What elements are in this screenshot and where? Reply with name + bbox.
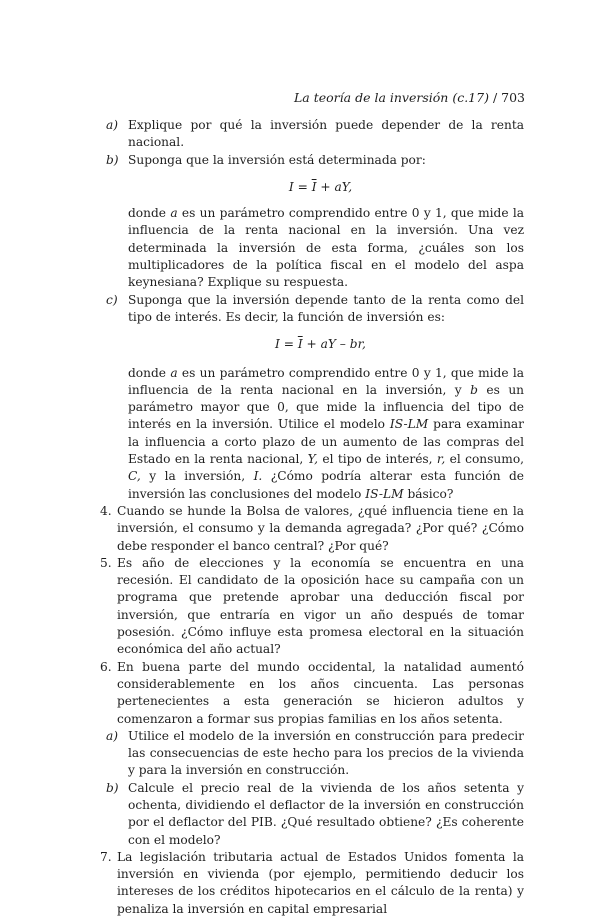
item-label: b) bbox=[106, 780, 119, 795]
exercise-item-a bbox=[106, 117, 524, 152]
question-4 bbox=[100, 503, 524, 555]
item-text: Explique por qué la inversión puede depender de la renta nacional. bbox=[128, 118, 524, 150]
exercise-item-c bbox=[106, 292, 524, 327]
page-number: 703 bbox=[501, 90, 525, 105]
question-number: 4. bbox=[100, 503, 112, 518]
item-label: a) bbox=[106, 118, 119, 132]
paragraph-b-explanation: donde a es un parámetro comprendido entre 0 y 1, que mide la influencia de la renta nacional en la inversión. Una vez determinada la inversión de esta forma, ¿cuáles son los multiplicadores de la política fiscal en el modelo del aspa keynesiana? Explique su respuesta. bbox=[128, 206, 525, 290]
item-text: Calcule el precio real de la vivienda de los años setenta y ochenta, dividiendo el deflactor de la inversión en construcción por el deflactor del PIB. ¿Qué resultado obtiene? ¿Es coherente con el modelo? bbox=[128, 780, 524, 847]
question-7 bbox=[100, 849, 524, 918]
question-number: 6. bbox=[100, 659, 112, 674]
item-label: c) bbox=[106, 292, 118, 307]
item-label: a) bbox=[106, 728, 119, 743]
question-text: En buena parte del mundo occidental, la natalidad aumentó considerablemente en los años cincuenta. Las personas pertenecientes a esta generación se hicieron adultos y comenzaron a formar sus propias familias en los años setenta. bbox=[117, 659, 524, 726]
question-number: 5. bbox=[100, 555, 112, 570]
item-label: b) bbox=[106, 152, 119, 167]
equation-investment-simple: $I = \overline{I}$ + aY, bbox=[288, 179, 353, 194]
header-separator: / bbox=[492, 90, 498, 105]
question-6-item-a bbox=[106, 728, 524, 780]
question-6-item-b bbox=[106, 780, 524, 849]
question-text: Es año de elecciones y la economía se encuentra en una recesión. El candidato de la oposición hace su campaña con un programa que pretende aprobar una deducción fiscal por inversión, que entraría en vigor un año después de tomar posesión. ¿Cómo influye esta promesa electoral en la situación económica del año actual? bbox=[117, 555, 524, 657]
item-text: Suponga que la inversión está determinada por: bbox=[128, 152, 426, 167]
exercise-item-b bbox=[106, 152, 524, 169]
running-header bbox=[294, 90, 525, 105]
question-5 bbox=[100, 555, 524, 659]
paragraph-c-explanation: donde a es un parámetro comprendido entre 0 y 1, que mide la influencia de la renta nacional en la inversión, y b es un parámetro mayor que 0, que mide la influencia del tipo de interés en la inversión. Utilice el modelo IS-LM para examinar la influencia a corto plazo de un aumento de las compras del Estado en la renta nacional, Y, el tipo de interés, r, el consumo, C, y la inversión, I. ¿Cómo podría alterar esta función de inversión las conclusiones del modelo IS-LM básico? bbox=[128, 365, 525, 501]
question-number: 7. bbox=[100, 849, 112, 864]
equation-investment-rate: $I = \overline{I}$ + aY – br, bbox=[275, 337, 366, 352]
question-text: La legislación tributaria actual de Estados Unidos fomenta la inversión en vivienda (por ejemplo, permitiendo deducir los intereses de los créditos hipotecarios en el cálculo de la renta) y penaliza la inversión en capital empresarial bbox=[117, 849, 524, 916]
item-text: Utilice el modelo de la inversión en construcción para predecir las consecuencias de este hecho para los precios de la vivienda y para la inversión en construcción. bbox=[128, 728, 524, 778]
item-text: Suponga que la inversión depende tanto de la renta como del tipo de interés. Es decir, la función de inversión es: bbox=[128, 292, 524, 324]
exercise-list bbox=[100, 117, 525, 918]
question-6 bbox=[100, 659, 524, 728]
running-title: La teoría de la inversión (c.17) bbox=[294, 90, 489, 105]
question-text: Cuando se hunde la Bolsa de valores, ¿qué influencia tiene en la inversión, el consumo y la demanda agregada? ¿Por qué? ¿Cómo debe responder el banco central? ¿Por qué? bbox=[117, 503, 524, 553]
